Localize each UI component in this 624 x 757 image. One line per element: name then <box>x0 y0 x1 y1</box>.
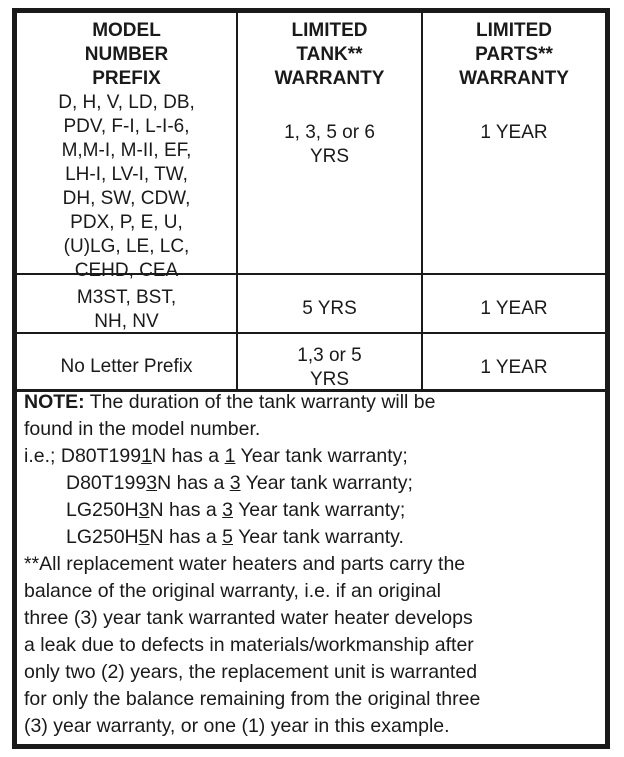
warranty-note <box>24 389 594 740</box>
row-3-prefix: No Letter Prefix <box>60 356 193 377</box>
ie-label: i.e.; <box>24 445 61 467</box>
example-line <box>24 443 594 470</box>
note-label: NOTE: <box>24 391 85 413</box>
row-2-parts: 1 YEAR <box>480 298 548 319</box>
model-part: LG250H <box>66 499 139 521</box>
tank-value: YRS <box>309 146 350 167</box>
prefix-line: PDX, P, E, U, <box>70 212 183 233</box>
para-line: a leak due to defects in materials/workmanship after <box>24 634 474 656</box>
prefix-line: M,M-I, M-II, EF, <box>61 140 192 161</box>
text: Year tank warranty; <box>233 499 406 521</box>
text: has a <box>171 472 230 494</box>
model-prefix-column <box>17 19 236 283</box>
years: 5 <box>222 526 233 548</box>
prefix-line: (U)LG, LE, LC, <box>63 236 190 257</box>
prefix-line: D, H, V, LD, DB, <box>58 92 195 113</box>
text: has a <box>166 445 225 467</box>
years: 3 <box>222 499 233 521</box>
tank-warranty-column <box>238 19 421 169</box>
model-digit: 5 <box>138 526 150 548</box>
para-line: for only the balance remaining from the original three <box>24 688 481 710</box>
row-3-parts: 1 YEAR <box>480 357 548 378</box>
row-2-prefix <box>17 286 236 334</box>
header-line: LIMITED <box>291 20 368 41</box>
model-part: D80T199 <box>66 472 147 494</box>
tank-value: 1,3 or 5 <box>297 345 362 366</box>
note-text: found in the model number. <box>24 418 261 440</box>
text: Year tank warranty; <box>235 445 408 467</box>
text: has a <box>163 499 223 521</box>
header-line: TANK** <box>296 44 363 65</box>
model-part: N <box>149 526 164 548</box>
para-line: **All replacement water heaters and parts carry the <box>24 553 466 575</box>
parts-value: 1 YEAR <box>480 122 548 143</box>
header-line: PARTS** <box>475 44 553 65</box>
prefix-line: CEHD, CEA <box>74 260 179 281</box>
para-line: (3) year warranty, or one (1) year in this example. <box>24 715 450 737</box>
tank-value: YRS <box>309 369 350 390</box>
header-line: LIMITED <box>476 20 552 41</box>
model-part: N <box>149 499 164 521</box>
example-line <box>24 470 594 497</box>
prefix-line: LH-I, LV-I, TW, <box>65 164 188 185</box>
parts-warranty-column <box>423 19 605 145</box>
text: has a <box>163 526 223 548</box>
para-line: only two (2) years, the replacement unit is warranted <box>24 661 478 683</box>
para-line: balance of the original warranty, i.e. if an original <box>24 580 441 602</box>
header-line: WARRANTY <box>459 68 569 89</box>
example-line <box>24 497 594 524</box>
prefix-line: NH, NV <box>94 311 159 332</box>
prefix-line: DH, SW, CDW, <box>62 188 191 209</box>
note-text: The duration of the tank warranty will be <box>84 391 436 413</box>
header-line: WARRANTY <box>274 68 385 89</box>
model-part: D80T199 <box>60 445 142 467</box>
model-digit: 3 <box>138 499 150 521</box>
header-line: MODEL <box>92 20 161 41</box>
header-line: NUMBER <box>84 44 169 65</box>
model-digit: 3 <box>146 472 158 494</box>
years: 1 <box>224 445 236 467</box>
para-line: three (3) year tank warranted water heater develops <box>24 607 473 629</box>
row-2-tank: 5 YRS <box>302 298 357 319</box>
example-line <box>24 524 594 551</box>
header-line: PREFIX <box>92 68 161 89</box>
tank-value: 1, 3, 5 or 6 <box>284 122 375 143</box>
row-3-tank <box>238 344 421 392</box>
prefix-line: PDV, F-I, L-I-6, <box>63 116 190 137</box>
text: Year tank warranty. <box>233 526 404 548</box>
model-part: N <box>157 472 172 494</box>
years: 3 <box>229 472 241 494</box>
model-part: N <box>151 445 167 467</box>
prefix-line: M3ST, BST, <box>76 287 177 308</box>
text: Year tank warranty; <box>240 472 413 494</box>
model-part: LG250H <box>66 526 139 548</box>
model-digit: 1 <box>141 445 152 467</box>
